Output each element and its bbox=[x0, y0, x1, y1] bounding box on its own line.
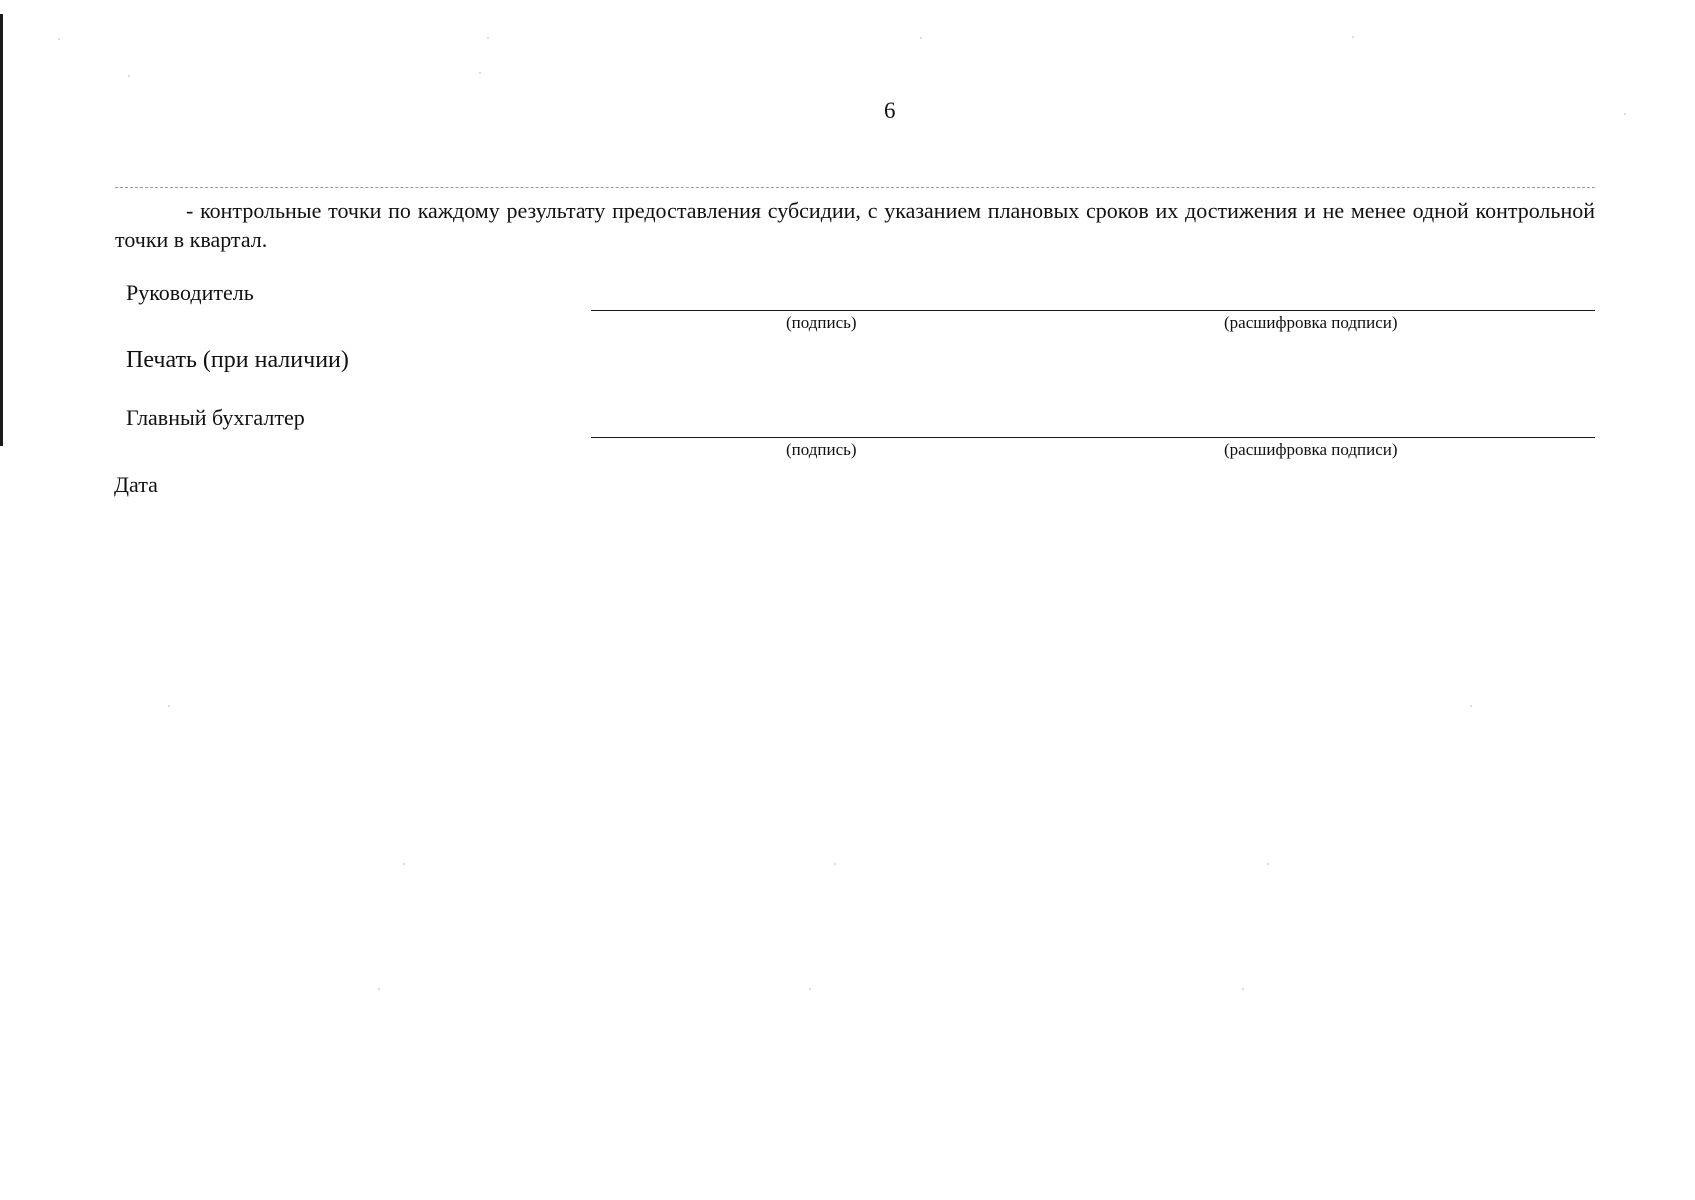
chief-accountant-signature-caption: (подпись) bbox=[786, 440, 857, 459]
head-role-label: Руководитель bbox=[126, 280, 254, 305]
head-signature-caption: (подпись) bbox=[786, 313, 857, 332]
scan-speck bbox=[479, 72, 481, 74]
scan-speck bbox=[378, 988, 380, 990]
scan-speck bbox=[1352, 36, 1354, 38]
scan-speck bbox=[403, 863, 405, 865]
control-points-paragraph: - контрольные точки по каждому результату предоставления субсидии, с указанием плановых сроков их достижения и не менее одной контрольной точки в квартал. bbox=[115, 198, 1595, 252]
chief-accountant-role-label: Главный бухгалтер bbox=[126, 405, 305, 430]
date-label: Дата bbox=[114, 472, 158, 497]
scan-speck bbox=[487, 37, 489, 39]
page-number: 6 bbox=[884, 98, 896, 123]
scan-speck bbox=[920, 37, 922, 39]
header-divider bbox=[115, 187, 1595, 188]
scan-speck bbox=[1267, 863, 1269, 865]
scan-speck bbox=[168, 705, 170, 707]
scan-speck bbox=[809, 988, 811, 990]
chief-accountant-decoding-caption: (расшифровка подписи) bbox=[1224, 440, 1398, 459]
head-decoding-caption: (расшифровка подписи) bbox=[1224, 313, 1398, 332]
scan-speck bbox=[1624, 113, 1626, 115]
head-signature-line bbox=[591, 310, 1595, 311]
scan-speck bbox=[1470, 705, 1472, 707]
chief-accountant-signature-line bbox=[591, 437, 1595, 438]
scan-speck bbox=[58, 38, 60, 40]
seal-label: Печать (при наличии) bbox=[126, 347, 349, 373]
scan-edge-mark bbox=[0, 14, 3, 446]
scan-speck bbox=[1242, 988, 1244, 990]
scan-speck bbox=[128, 75, 130, 77]
scan-speck bbox=[834, 863, 836, 865]
